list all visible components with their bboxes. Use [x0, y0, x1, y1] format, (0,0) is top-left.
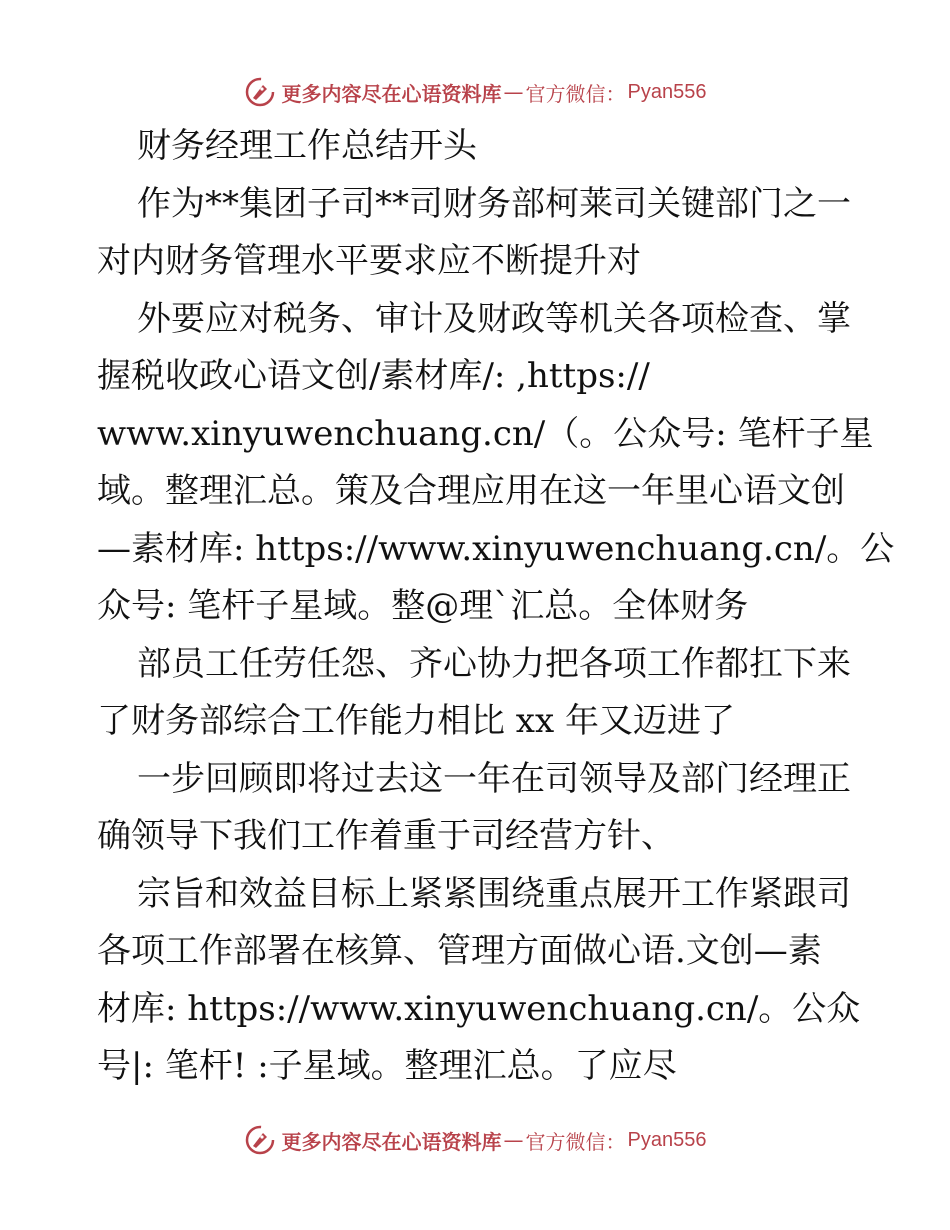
- text-line: 众号: 笔杆子星域。整@理`汇总。全体财务: [97, 586, 749, 626]
- banner-wechat-id: Pyan556: [627, 1128, 707, 1151]
- text-line: 作为**集团子司**司财务部柯莱司关键部门之一: [137, 183, 851, 224]
- text-line: 外要应对税务、审计及财政等机关各项检查、掌: [137, 298, 851, 339]
- text-line: 宗旨和效益目标上紧紧围绕重点展开工作紧跟司: [137, 873, 851, 914]
- text-line: 部员工任劳任怨、齐心协力把各项工作都扛下来: [137, 643, 851, 684]
- banner-dash: —: [503, 1128, 524, 1152]
- banner-slogan: 更多内容尽在心语资料库: [281, 81, 502, 106]
- text-line: 对内财务管理水平要求应不断提升对: [97, 241, 641, 281]
- text-line: 各项工作部署在核算、管理方面做心语.文创—素: [97, 931, 822, 971]
- text-line: 一步回顾即将过去这一年在司领导及部门经理正: [137, 758, 851, 799]
- banner-wechat-label: 官方微信：: [525, 1129, 626, 1154]
- banner-dash: —: [503, 80, 524, 104]
- banner-wechat-label: 官方微信：: [525, 81, 626, 106]
- banner-wechat-id: Pyan556: [627, 80, 707, 103]
- text-line: 材库: https://www.xinyuwenchuang.cn/。公众: [97, 988, 861, 1029]
- text-line: 握税收政心语文创/素材库/: ,https://: [97, 356, 650, 396]
- header-banner: [0, 72, 950, 112]
- footer-banner: [0, 1120, 950, 1160]
- text-line: www.xinyuwenchuang.cn/（。公众号: 笔杆子星: [97, 413, 874, 454]
- text-line: 域。整理汇总。策及合理应用在这一年里心语文创: [97, 471, 845, 511]
- banner-slogan: 更多内容尽在心语资料库: [281, 1129, 502, 1154]
- text-line: —素材库: https://www.xinyuwenchuang.cn/。公: [97, 528, 895, 569]
- text-line: 确领导下我们工作着重于司经营方针、: [97, 816, 675, 856]
- pen-nib-logo-icon: [244, 76, 276, 108]
- text-line: 号|: 笔杆! :子星域。整理汇总。了应尽: [97, 1046, 677, 1086]
- document-title: 财务经理工作总结开头: [137, 126, 477, 166]
- text-line: 了财务部综合工作能力相比 xx 年又迈进了: [97, 701, 735, 741]
- pen-nib-logo-icon: [244, 1124, 276, 1156]
- document-body: [97, 118, 895, 1096]
